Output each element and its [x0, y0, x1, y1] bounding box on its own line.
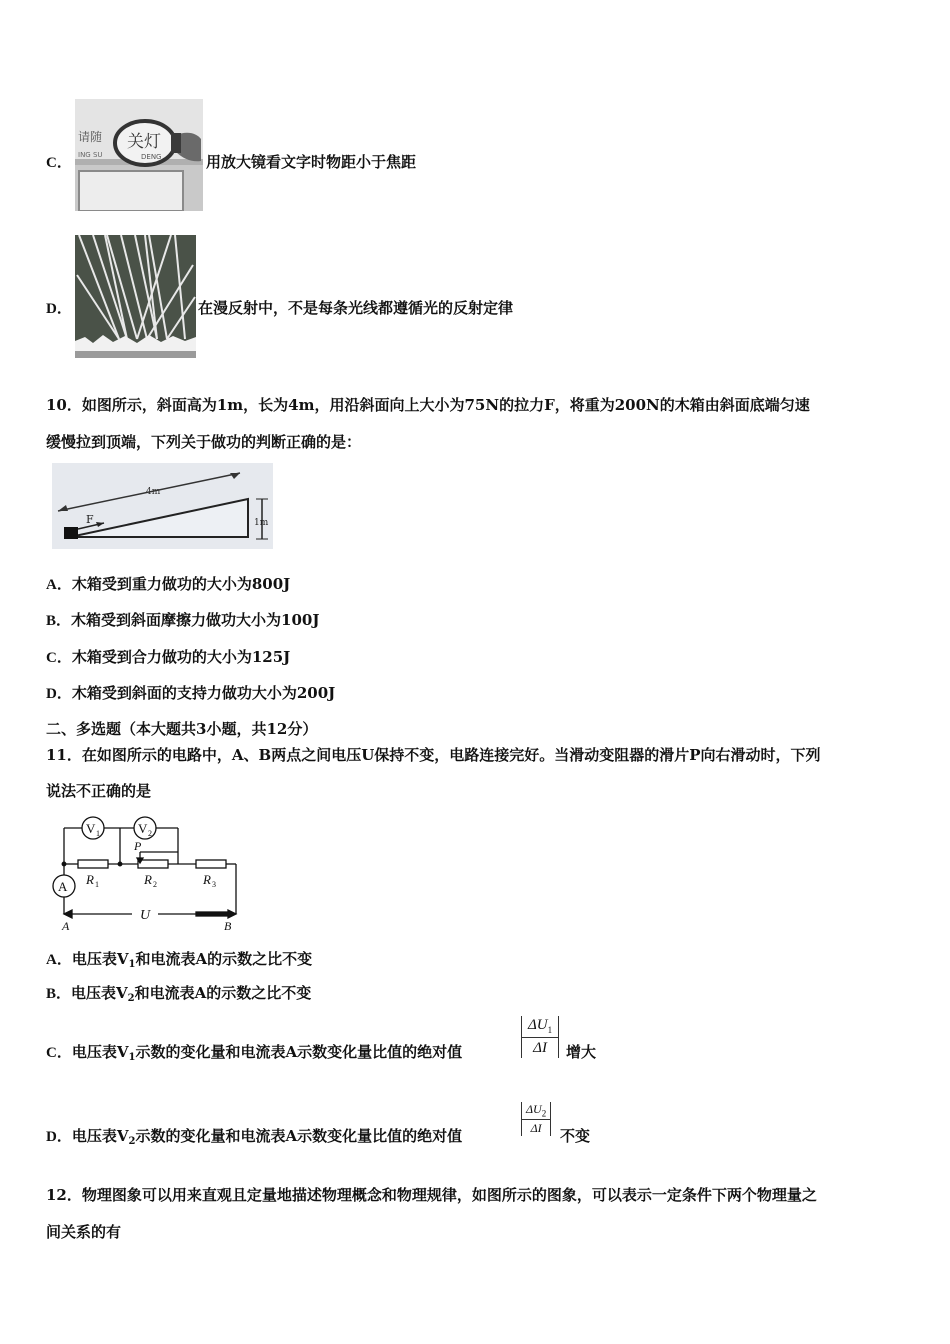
option-text-post: 示数的变化量和电流表A示数变化量比值的绝对值: [135, 1043, 463, 1061]
frac-den: ΔI: [530, 1121, 542, 1136]
option-text-pre: 电压表V: [71, 950, 129, 968]
q11-option-c: [46, 1042, 462, 1068]
r1-sub: 1: [95, 880, 99, 889]
option-letter: A．: [46, 577, 72, 593]
option-text-post: 和电流表A的示数之比不变: [135, 950, 313, 968]
option-letter: C．: [46, 1045, 72, 1061]
q11-stem-line1: 11．在如图所示的电路中，A、B两点之间电压U保持不变，电路连接完好。当滑动变阻器的滑片P向右滑动时，下列: [46, 746, 821, 764]
option-letter: B．: [46, 986, 72, 1002]
circuit-diagram: [48, 812, 248, 934]
voltage-label: U: [140, 908, 151, 923]
q10-option-a: [46, 574, 290, 595]
option-letter: D．: [46, 686, 72, 702]
q10-stem-line1: 10．如图所示，斜面高为1m，长为4m，用沿斜面向上大小为75N的拉力F，将重为200N的木箱由斜面底端匀速: [46, 396, 810, 414]
option-letter: A．: [46, 952, 72, 968]
q12-stem-line1: 12．物理图象可以用来直观且定量地描述物理概念和物理规律，如图所示的图象，可以表示一定条件下两个物理量之: [46, 1186, 817, 1204]
r3-sub: 3: [212, 880, 216, 889]
photo-text-a: 请随: [78, 130, 103, 144]
q10-option-c: [46, 647, 290, 668]
option-text-pre: 电压表V: [71, 984, 128, 1002]
q12-stem-line2: 间关系的有: [46, 1223, 122, 1241]
r1-label: R: [86, 872, 94, 887]
frac-num-sub: 2: [541, 1108, 547, 1119]
v1-sub: 1: [96, 829, 100, 838]
section-title: 二、多选题（本大题共3小题，共12分）: [46, 720, 318, 738]
force-label: F: [86, 513, 94, 526]
r3-label: R: [203, 872, 211, 887]
option-letter: C．: [46, 155, 72, 171]
q9-option-d: [46, 298, 72, 319]
v2-label: V: [138, 821, 148, 836]
option-text-post: 示数的变化量和电流表A示数变化量比值的绝对值: [135, 1127, 463, 1145]
option-text: 木箱受到斜面的支持力做功大小为200J: [71, 684, 336, 702]
point-a-label: A: [62, 919, 70, 933]
point-b-label: B: [224, 919, 232, 933]
frac-num: ΔU: [528, 1017, 548, 1033]
option-letter: D．: [46, 301, 72, 317]
q11-option-c-after: 增大: [566, 1043, 597, 1061]
photo-text-b: 关灯: [127, 132, 161, 152]
q9-option-c-text: 用放大镜看文字时物距小于焦距: [206, 153, 417, 171]
v1-label: V: [86, 821, 96, 836]
option-sub: 1: [128, 959, 136, 970]
slider-label: P: [134, 839, 142, 853]
option-text-pre: 电压表V: [71, 1127, 129, 1145]
photo-text-d: DENG: [141, 153, 162, 161]
height-label: 1m: [254, 518, 269, 528]
delta-u2-fraction: [521, 1102, 551, 1136]
option-text-post: 和电流表A的示数之比不变: [134, 984, 312, 1002]
r2-label: R: [144, 872, 152, 887]
q11-option-b: [46, 983, 311, 1009]
q10-stem-line2: 缓慢拉到顶端，下列关于做功的判断正确的是：: [46, 433, 362, 451]
q11-option-d: [46, 1126, 462, 1152]
v2-sub: 2: [148, 829, 152, 838]
diffuse-reflection-photo: [75, 235, 196, 358]
option-text: 木箱受到重力做功的大小为800J: [71, 575, 291, 593]
r2-sub: 2: [153, 880, 157, 889]
magnifier-photo: [75, 99, 203, 211]
incline-figure: [52, 463, 273, 549]
option-text: 木箱受到合力做功的大小为125J: [71, 648, 291, 666]
option-letter: C．: [46, 650, 72, 666]
q11-option-a: [46, 949, 312, 975]
option-sub: 2: [128, 1136, 136, 1147]
q10-option-b: [46, 610, 319, 631]
option-text-pre: 电压表V: [71, 1043, 129, 1061]
frac-num-sub: 1: [547, 1025, 553, 1035]
option-letter: D．: [46, 1129, 72, 1145]
option-sub: 2: [127, 993, 135, 1004]
option-sub: 1: [128, 1052, 136, 1063]
length-label: 4m: [146, 487, 161, 497]
q11-stem-line2: 说法不正确的是: [46, 782, 152, 800]
frac-num: ΔU: [526, 1102, 542, 1116]
photo-text-c: ING SU: [78, 151, 103, 159]
ammeter-label: A: [58, 879, 68, 894]
q9-option-c: [46, 152, 72, 173]
option-text: 木箱受到斜面摩擦力做功大小为100J: [71, 611, 320, 629]
q11-option-d-after: 不变: [560, 1127, 591, 1145]
q10-option-d: [46, 683, 335, 704]
delta-u1-fraction: [521, 1016, 559, 1058]
option-letter: B．: [46, 613, 72, 629]
q9-option-d-text: 在漫反射中，不是每条光线都遵循光的反射定律: [198, 299, 514, 317]
frac-den: ΔI: [533, 1040, 547, 1056]
